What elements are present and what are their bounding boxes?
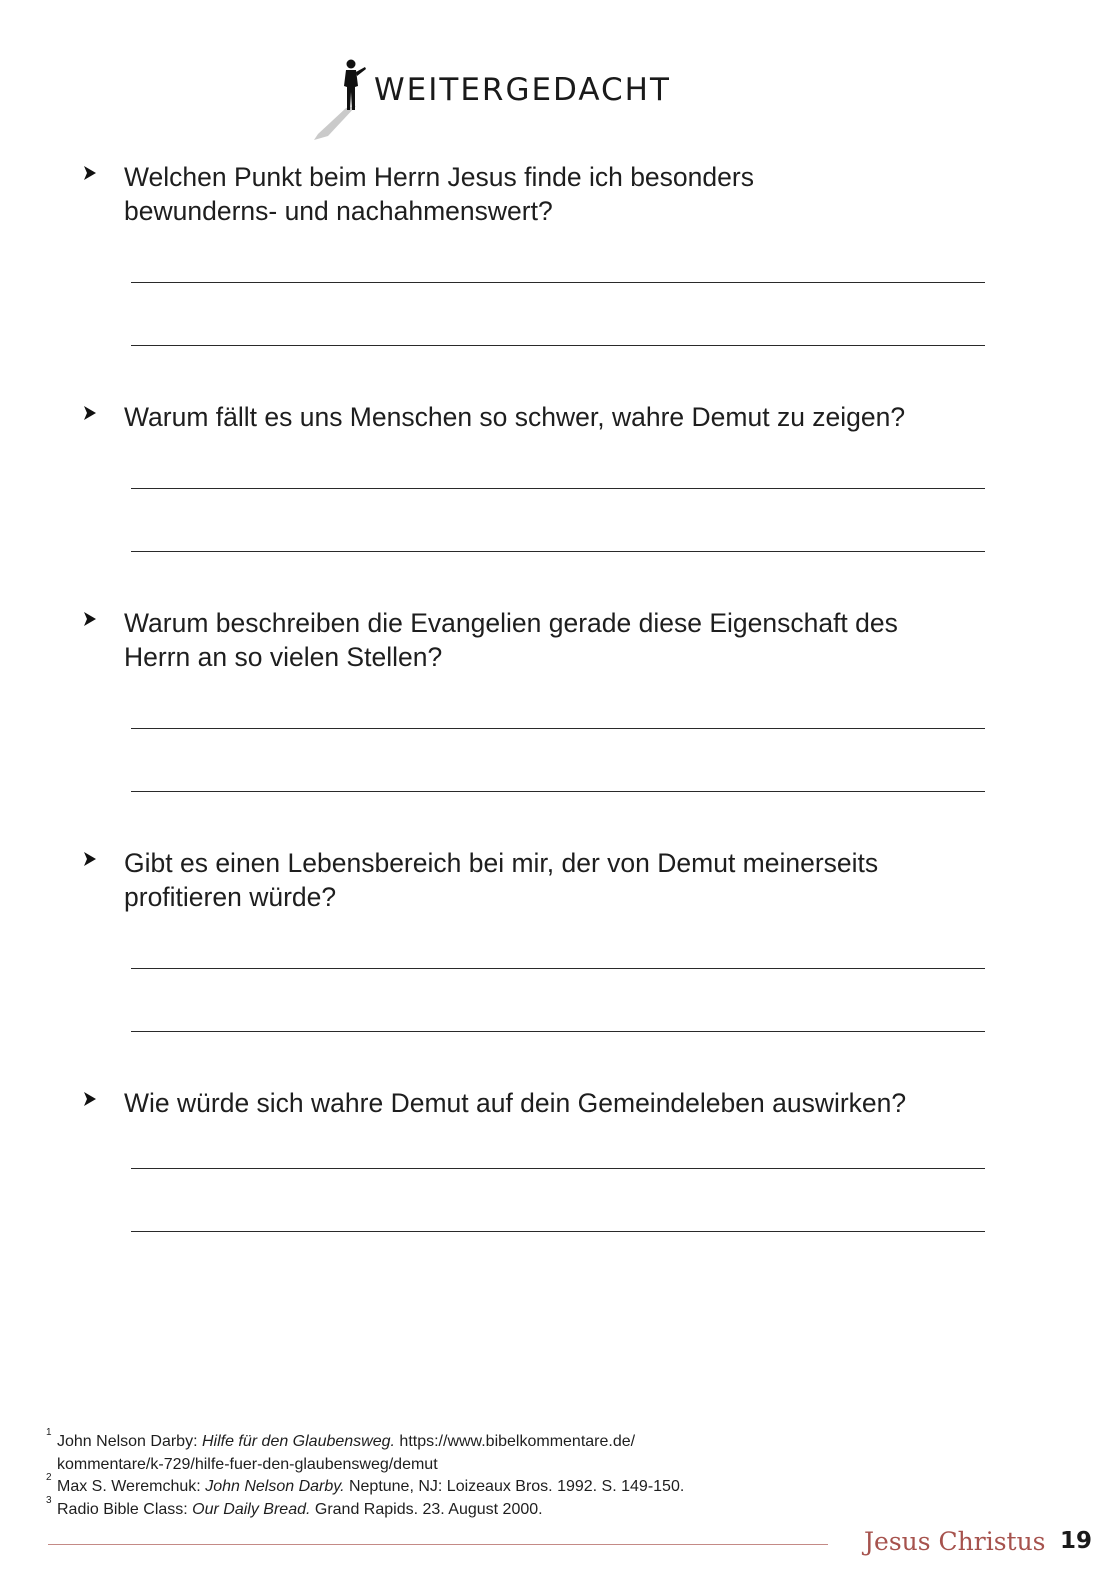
question-text-line: Warum beschreiben die Evangelien gerade diese Eigenschaft des — [124, 608, 898, 638]
section-header — [310, 56, 690, 146]
question-text — [124, 400, 984, 434]
answer-line[interactable] — [131, 345, 985, 346]
answer-line[interactable] — [131, 1031, 985, 1032]
answer-line[interactable] — [131, 282, 985, 283]
question-text — [124, 606, 984, 674]
footer-divider — [48, 1544, 828, 1545]
footnote-title: Hilfe für den Glaubensweg. — [201, 1433, 395, 1450]
arrow-bullet-icon — [84, 406, 96, 420]
answer-line[interactable] — [131, 1231, 985, 1232]
answer-line[interactable] — [131, 551, 985, 552]
footnote-number: 3 — [46, 1494, 52, 1506]
footnotes — [46, 1427, 766, 1521]
arrow-bullet-icon — [84, 166, 96, 180]
footnote-title: John Nelson Darby. — [205, 1478, 345, 1495]
footnote-source: Grand Rapids. 23. August 2000. — [310, 1500, 543, 1518]
question-text-line: Welchen Punkt beim Herrn Jesus finde ich besonders — [124, 162, 754, 192]
person-pointing-icon — [310, 56, 374, 146]
footnote-number: 2 — [46, 1472, 52, 1483]
footnote — [46, 1494, 766, 1522]
arrow-bullet-icon — [84, 852, 96, 866]
question-text — [124, 160, 984, 228]
footnote — [46, 1427, 766, 1476]
answer-line[interactable] — [131, 488, 985, 489]
footnote-link-continued[interactable]: kommentare/k-729/hilfe-fuer-den-glaubensweg/demut — [57, 1455, 438, 1473]
footer-book-title: Jesus Christus — [864, 1527, 1046, 1556]
footnote-author: Radio Bible Class: — [57, 1500, 193, 1518]
arrow-bullet-icon — [84, 612, 96, 626]
answer-line[interactable] — [131, 968, 985, 969]
answer-line[interactable] — [131, 728, 985, 729]
arrow-bullet-icon — [84, 1092, 96, 1106]
question-text-line: Warum fällt es uns Menschen so schwer, wahre Demut zu zeigen? — [124, 402, 906, 432]
footnote-number: 1 — [46, 1427, 52, 1438]
footnote-author: John Nelson Darby: — [57, 1433, 202, 1450]
footnote-title: Our Daily Bread. — [192, 1500, 311, 1518]
question-text-line: bewunderns- und nachahmenswert? — [124, 196, 553, 226]
question-text-line: Herrn an so vielen Stellen? — [124, 642, 443, 672]
question-text-line: Wie würde sich wahre Demut auf dein Gemeindeleben auswirken? — [124, 1088, 907, 1118]
footnote-link[interactable]: https://www.bibelkommentare.de/ — [394, 1433, 636, 1450]
page-number: 19 — [1060, 1528, 1093, 1554]
footnote — [46, 1472, 766, 1499]
question-text-line: profitieren würde? — [124, 882, 337, 912]
section-title: WEITERGEDACHT — [374, 72, 671, 108]
footnote-author: Max S. Weremchuk: — [57, 1478, 206, 1495]
footnote-source: Neptune, NJ: Loizeaux Bros. 1992. S. 149-150. — [344, 1478, 685, 1495]
question-text-line: Gibt es einen Lebensbereich bei mir, der von Demut meinerseits — [124, 848, 879, 878]
answer-line[interactable] — [131, 791, 985, 792]
question-text — [124, 1086, 984, 1120]
question-text — [124, 846, 984, 914]
answer-line[interactable] — [131, 1168, 985, 1169]
